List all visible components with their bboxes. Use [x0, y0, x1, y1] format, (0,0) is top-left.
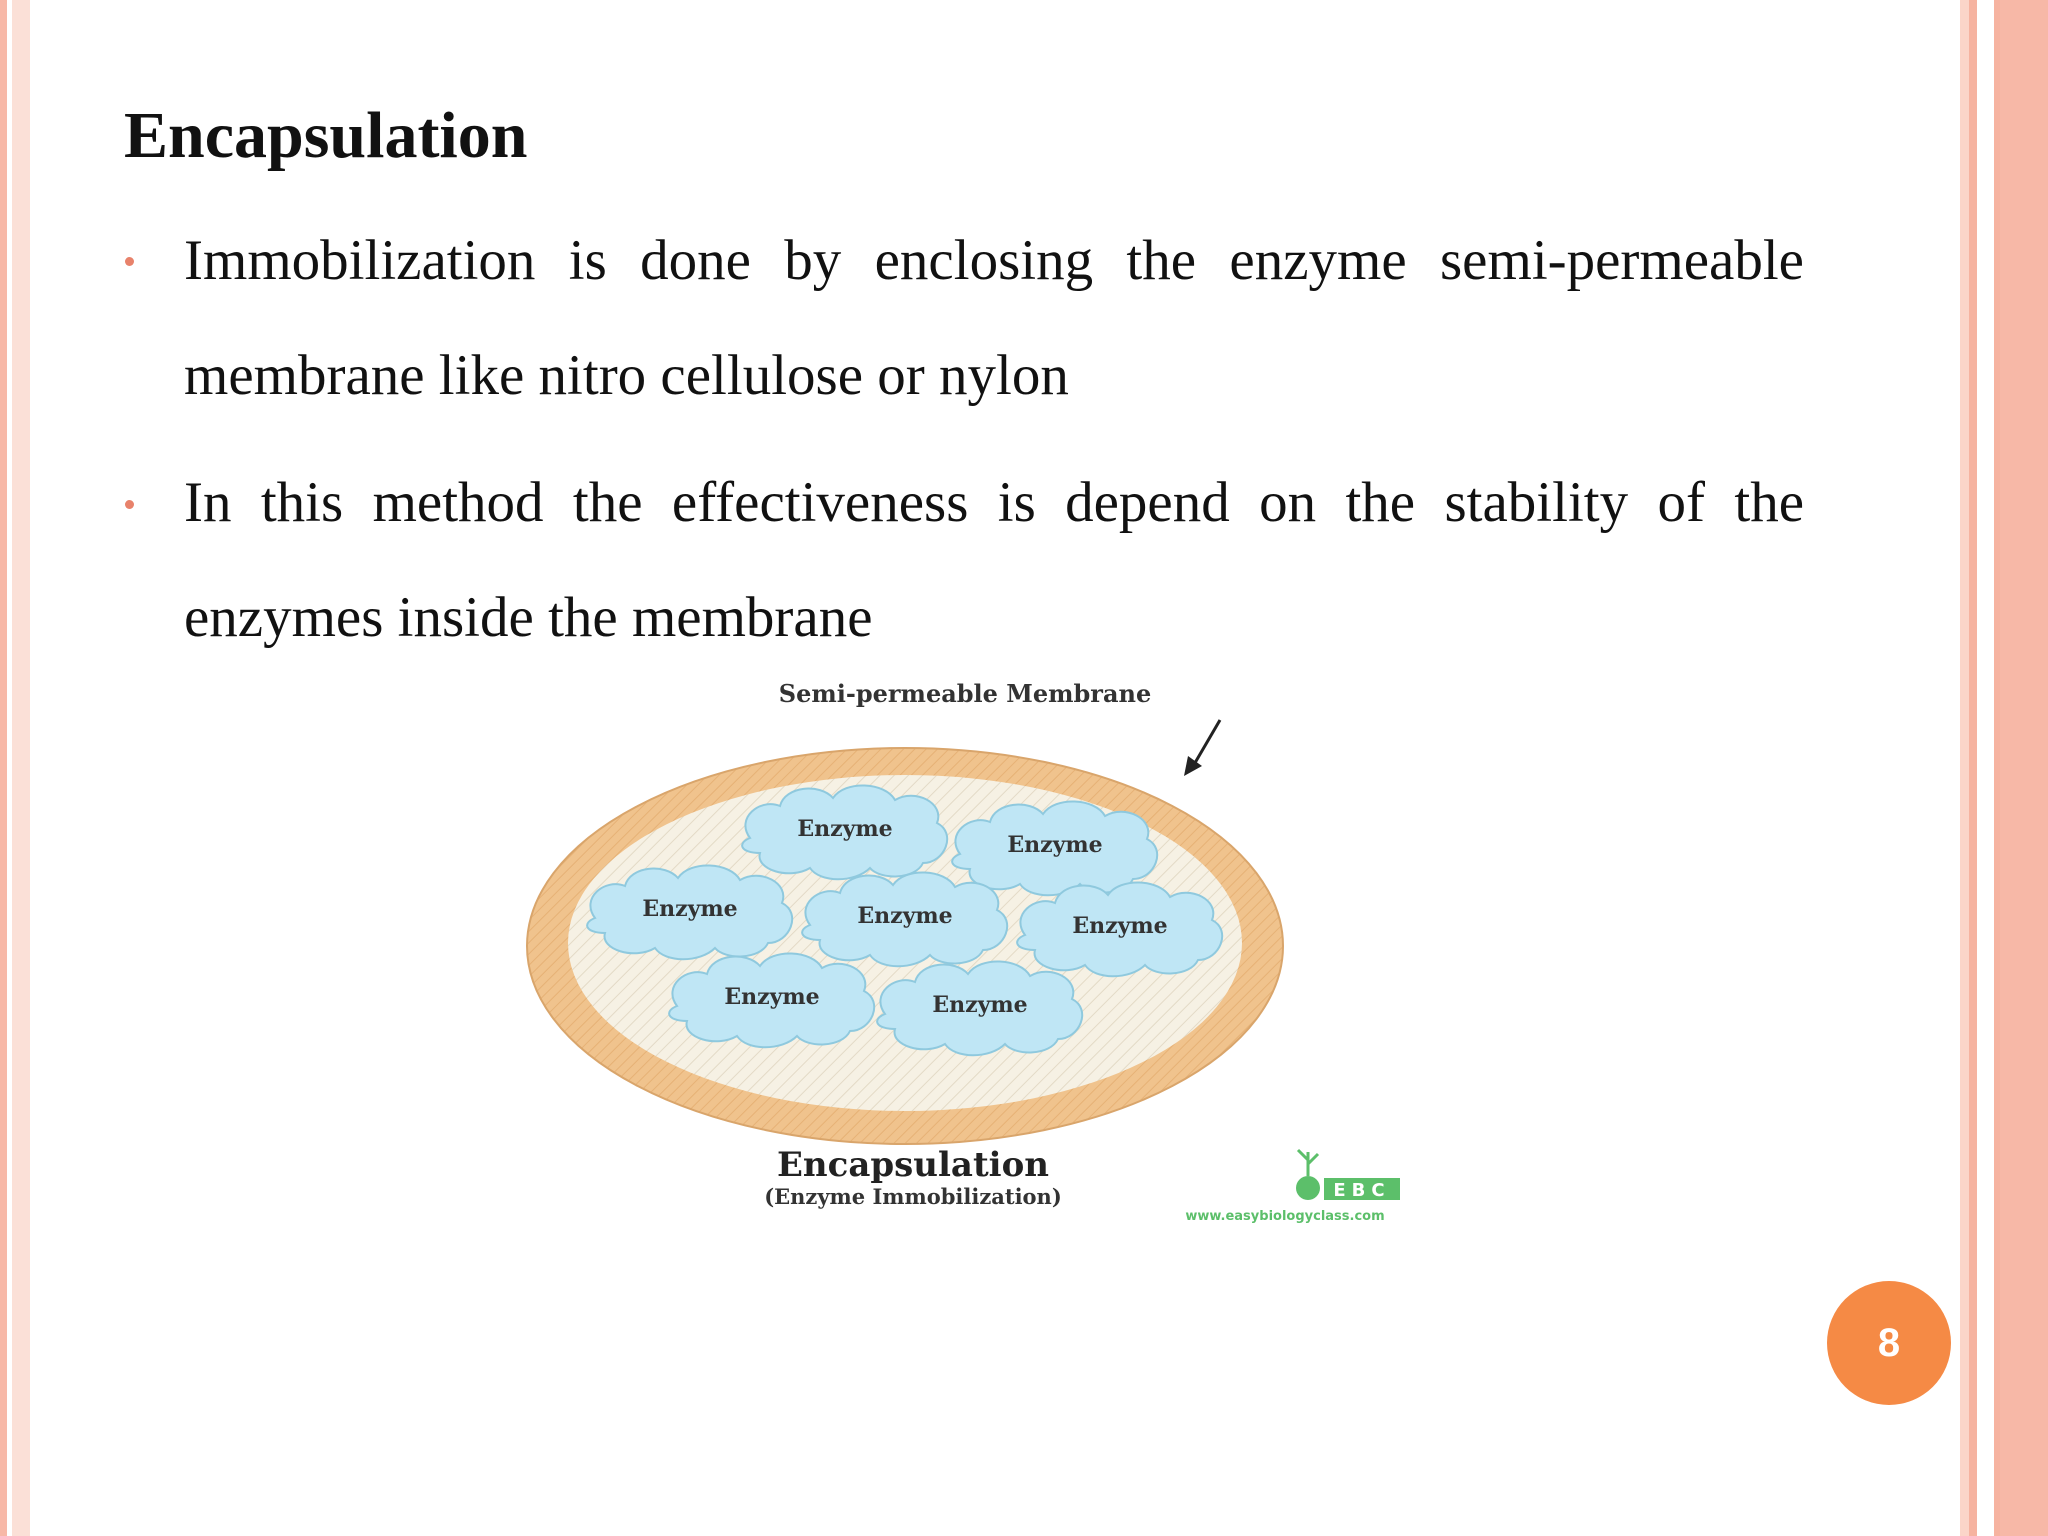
slide-title: Encapsulation	[124, 99, 528, 172]
membrane-label: Semi-permeable Membrane	[778, 679, 1152, 708]
bullet-marker	[125, 500, 134, 509]
figure-caption-title: Encapsulation	[777, 1145, 1049, 1185]
svg-text:www.easybiologyclass.com: www.easybiologyclass.com	[1185, 1209, 1385, 1224]
left-border-stripe-inner	[12, 0, 30, 1536]
svg-text:Enzyme: Enzyme	[1072, 913, 1168, 939]
left-border-stripe	[0, 0, 7, 1536]
page-number-badge: 8	[1827, 1281, 1951, 1405]
right-border-stripe	[1960, 0, 1969, 1536]
svg-text:Enzyme: Enzyme	[1007, 832, 1103, 858]
right-border-stripe	[2000, 0, 2048, 1536]
svg-text:Enzyme: Enzyme	[724, 984, 820, 1010]
bullet-marker	[125, 257, 134, 266]
ebc-logo	[1185, 1150, 1400, 1224]
bullet-item: Immobilization is done by enclosing the enzyme semi-permeable membrane like nitro cellulose or nylon	[184, 229, 1804, 407]
svg-text:Enzyme: Enzyme	[857, 903, 953, 929]
svg-text:Enzyme: Enzyme	[797, 816, 893, 842]
right-border-gap	[1977, 0, 1994, 1536]
svg-text:EBC: EBC	[1333, 1180, 1391, 1201]
encapsulation-diagram	[520, 668, 1420, 1228]
svg-text:Enzyme: Enzyme	[642, 896, 738, 922]
membrane-arrow-head	[1184, 756, 1202, 776]
svg-text:Enzyme: Enzyme	[932, 992, 1028, 1018]
membrane-arrow	[1192, 720, 1220, 768]
bullet-item: In this method the effectiveness is depend on the stability of the enzymes inside the membrane	[184, 471, 1804, 649]
figure-caption-subtitle: (Enzyme Immobilization)	[764, 1184, 1062, 1209]
right-border-stripe	[1969, 0, 1977, 1536]
